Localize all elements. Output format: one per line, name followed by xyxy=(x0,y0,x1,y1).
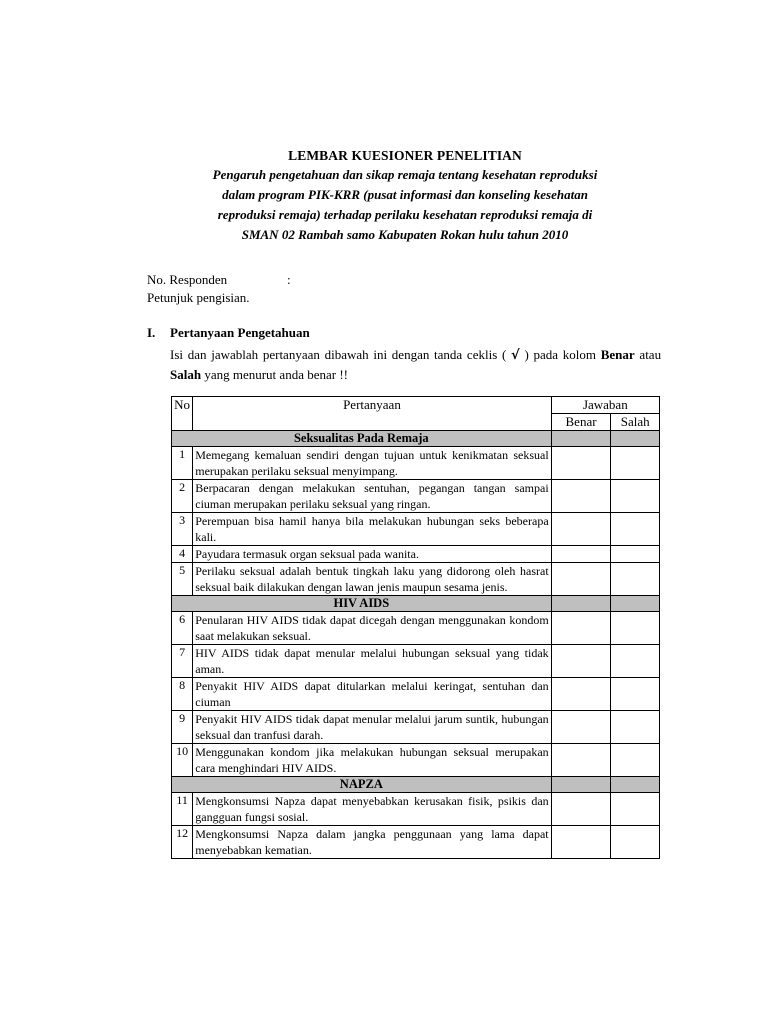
instr-text: ) pada kolom xyxy=(524,347,596,362)
instr-text: atau xyxy=(639,347,662,362)
header-benar: Benar xyxy=(551,414,611,431)
subtitle-line: reproduksi remaja) terhadap perilaku kesehatan reproduksi remaja di xyxy=(217,207,593,222)
answer-cell-salah[interactable] xyxy=(611,793,660,826)
answer-cell-benar[interactable] xyxy=(551,826,611,859)
header-question: Pertanyaan xyxy=(193,397,551,431)
row-number: 12 xyxy=(172,826,193,859)
respondent-number-label: No. Responden xyxy=(147,272,228,287)
subtitle-line: SMAN 02 Rambah samo Kabupaten Rokan hulu tahun 2010 xyxy=(241,227,569,242)
question-text: Penyakit HIV AIDS dapat ditularkan melalui keringat, sentuhan dan ciuman xyxy=(193,678,551,711)
answer-cell-benar[interactable] xyxy=(551,513,611,546)
question-text: Memegang kemaluan sendiri dengan tujuan untuk kenikmatan seksual merupakan perilaku seksual menyimpang. xyxy=(193,447,551,480)
section-heading xyxy=(147,324,661,342)
table-header-row xyxy=(172,397,660,414)
question-text: Menggunakan kondom jika melakukan hubungan seksual merupakan cara menghindari HIV AIDS. xyxy=(193,744,551,777)
table-row xyxy=(172,447,660,480)
category-row xyxy=(172,596,660,612)
section-title: Pertanyaan Pengetahuan xyxy=(170,325,310,340)
benar-word: Benar xyxy=(600,347,635,362)
header-no: No xyxy=(172,397,193,431)
instructions-label: Petunjuk pengisian. xyxy=(147,290,250,305)
answer-cell-salah[interactable] xyxy=(611,826,660,859)
question-text: Perilaku seksual adalah bentuk tingkah laku yang didorong oleh hasrat seksual baik dilakukan dengan lawan jenis maupun sesama jenis. xyxy=(193,563,551,596)
document-title: LEMBAR KUESIONER PENELITIAN xyxy=(288,148,522,163)
answer-cell-salah[interactable] xyxy=(611,563,660,596)
row-number: 5 xyxy=(172,563,193,596)
question-text: Berpacaran dengan melakukan sentuhan, pegangan tangan sampai ciuman merupakan perilaku seksual yang ringan. xyxy=(193,480,551,513)
section-number: I. xyxy=(147,325,156,340)
answer-cell-salah[interactable] xyxy=(611,546,660,563)
table-row xyxy=(172,744,660,777)
row-number: 11 xyxy=(172,793,193,826)
table-row xyxy=(172,678,660,711)
question-text: HIV AIDS tidak dapat menular melalui hubungan seksual yang tidak aman. xyxy=(193,645,551,678)
subtitle-line: Pengaruh pengetahuan dan sikap remaja tentang kesehatan reproduksi xyxy=(212,167,598,182)
question-text: Penularan HIV AIDS tidak dapat dicegah dengan menggunakan kondom saat melakukan seksual. xyxy=(193,612,551,645)
answer-cell-benar[interactable] xyxy=(551,793,611,826)
question-text: Payudara termasuk organ seksual pada wanita. xyxy=(193,546,551,563)
answer-cell-salah[interactable] xyxy=(611,711,660,744)
questionnaire-table xyxy=(171,396,660,859)
respondent-number-row xyxy=(147,271,291,289)
row-number: 7 xyxy=(172,645,193,678)
instr-text: yang menurut anda benar !! xyxy=(204,367,348,382)
question-text: Perempuan bisa hamil hanya bila melakukan hubungan seks beberapa kali. xyxy=(193,513,551,546)
table-row xyxy=(172,563,660,596)
question-text: Mengkonsumsi Napza dalam jangka penggunaan yang lama dapat menyebabkan kematian. xyxy=(193,826,551,859)
answer-cell-salah[interactable] xyxy=(611,612,660,645)
answer-cell-benar[interactable] xyxy=(551,678,611,711)
row-number: 9 xyxy=(172,711,193,744)
section-instructions xyxy=(170,345,661,384)
title-block xyxy=(140,147,670,245)
answer-cell-salah[interactable] xyxy=(611,447,660,480)
instr-text: Isi dan jawablah pertanyaan dibawah ini dengan tanda ceklis ( xyxy=(170,347,507,362)
answer-cell-benar[interactable] xyxy=(551,546,611,563)
table-row xyxy=(172,612,660,645)
document-subtitle xyxy=(140,165,670,245)
table-row xyxy=(172,480,660,513)
answer-cell-benar[interactable] xyxy=(551,711,611,744)
table-row xyxy=(172,793,660,826)
category-row xyxy=(172,431,660,447)
answer-cell-benar[interactable] xyxy=(551,744,611,777)
row-number: 3 xyxy=(172,513,193,546)
answer-cell-benar[interactable] xyxy=(551,563,611,596)
row-number: 8 xyxy=(172,678,193,711)
row-number: 4 xyxy=(172,546,193,563)
category-label: Seksualitas Pada Remaja xyxy=(172,431,552,447)
respondent-number-colon: : xyxy=(287,272,291,287)
answer-cell-salah[interactable] xyxy=(611,480,660,513)
row-number: 6 xyxy=(172,612,193,645)
answer-cell-salah[interactable] xyxy=(611,513,660,546)
table-row xyxy=(172,645,660,678)
category-label: NAPZA xyxy=(172,777,552,793)
category-label: HIV AIDS xyxy=(172,596,552,612)
row-number: 2 xyxy=(172,480,193,513)
answer-cell-salah[interactable] xyxy=(611,678,660,711)
row-number: 10 xyxy=(172,744,193,777)
table-row xyxy=(172,513,660,546)
question-text: Penyakit HIV AIDS tidak dapat menular melalui jarum suntik, hubungan seksual dan tranfusi darah. xyxy=(193,711,551,744)
row-number: 1 xyxy=(172,447,193,480)
answer-cell-benar[interactable] xyxy=(551,645,611,678)
knowledge-section xyxy=(147,324,661,384)
answer-cell-benar[interactable] xyxy=(551,447,611,480)
answer-cell-salah[interactable] xyxy=(611,744,660,777)
header-answer: Jawaban xyxy=(551,397,659,414)
header-salah: Salah xyxy=(611,414,660,431)
table-row xyxy=(172,711,660,744)
category-row xyxy=(172,777,660,793)
answer-cell-benar[interactable] xyxy=(551,480,611,513)
answer-cell-benar[interactable] xyxy=(551,612,611,645)
answer-cell-salah[interactable] xyxy=(611,645,660,678)
question-text: Mengkonsumsi Napza dapat menyebabkan kerusakan fisik, psikis dan gangguan fungsi sosial. xyxy=(193,793,551,826)
table-row xyxy=(172,546,660,563)
salah-word: Salah xyxy=(170,367,202,382)
table-row xyxy=(172,826,660,859)
subtitle-line: dalam program PIK-KRR (pusat informasi dan konseling kesehatan xyxy=(222,187,588,202)
checkmark-icon: √ xyxy=(511,348,520,363)
